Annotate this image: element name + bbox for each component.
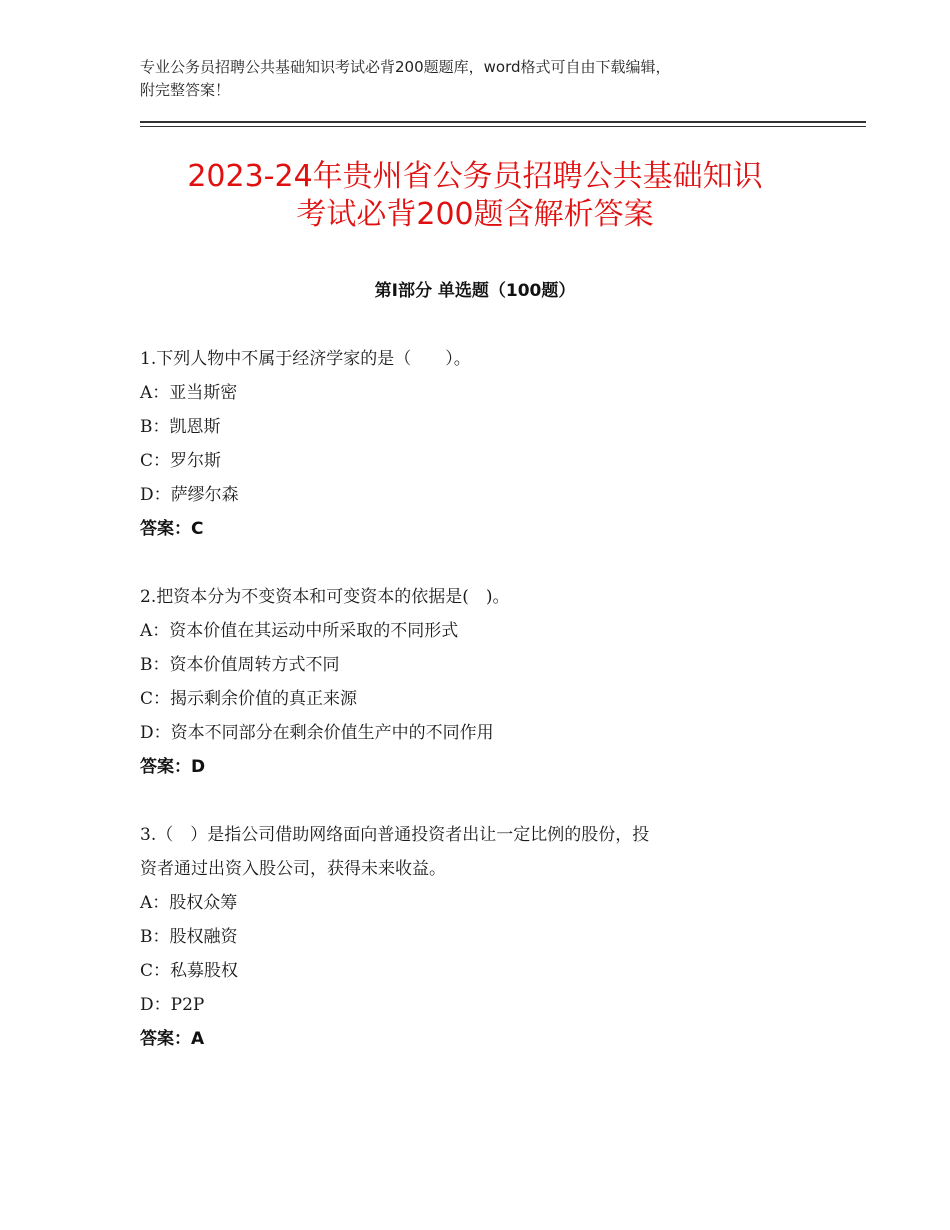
header-rule-thick	[140, 121, 866, 123]
option-a: A：资本价值在其运动中所采取的不同形式	[140, 621, 459, 641]
option-d: D：P2P	[140, 995, 205, 1015]
question-3	[140, 818, 840, 1056]
document-title-line-2: 考试必背200题含解析答案	[296, 197, 654, 232]
document-title	[0, 158, 950, 234]
header-note	[140, 56, 820, 102]
question-stem-line-1: 3.（ ）是指公司借助网络面向普通投资者出让一定比例的股份，投	[140, 825, 650, 845]
option-c: C：私募股权	[140, 961, 239, 981]
option-b: B：股权融资	[140, 927, 238, 947]
option-a: A：股权众筹	[140, 893, 238, 913]
document-title-line-1: 2023-24年贵州省公务员招聘公共基础知识	[187, 159, 763, 194]
header-note-line-2: 附完整答案！	[140, 81, 231, 99]
answer: 答案：A	[140, 1029, 205, 1049]
option-c: C：罗尔斯	[140, 451, 222, 471]
section-title: 第Ⅰ部分 单选题（100题）	[374, 281, 576, 301]
header-note-line-1: 专业公务员招聘公共基础知识考试必背200题题库，word格式可自由下载编辑，	[140, 58, 671, 76]
option-c: C：揭示剩余价值的真正来源	[140, 689, 358, 709]
question-list	[140, 342, 840, 1090]
answer: 答案：D	[140, 757, 206, 777]
question-1	[140, 342, 840, 546]
answer: 答案：C	[140, 519, 204, 539]
question-stem: 2.把资本分为不变资本和可变资本的依据是( )。	[140, 587, 510, 607]
header-rule-thin	[140, 126, 866, 127]
question-stem-line-2: 资者通过出资入股公司，获得未来收益。	[140, 859, 446, 879]
option-d: D：资本不同部分在剩余价值生产中的不同作用	[140, 723, 494, 743]
question-2	[140, 580, 840, 784]
option-b: B：凯恩斯	[140, 417, 221, 437]
option-a: A：亚当斯密	[140, 383, 238, 403]
question-stem: 1.下列人物中不属于经济学家的是（ ）。	[140, 349, 471, 369]
option-d: D：萨缪尔森	[140, 485, 239, 505]
option-b: B：资本价值周转方式不同	[140, 655, 340, 675]
